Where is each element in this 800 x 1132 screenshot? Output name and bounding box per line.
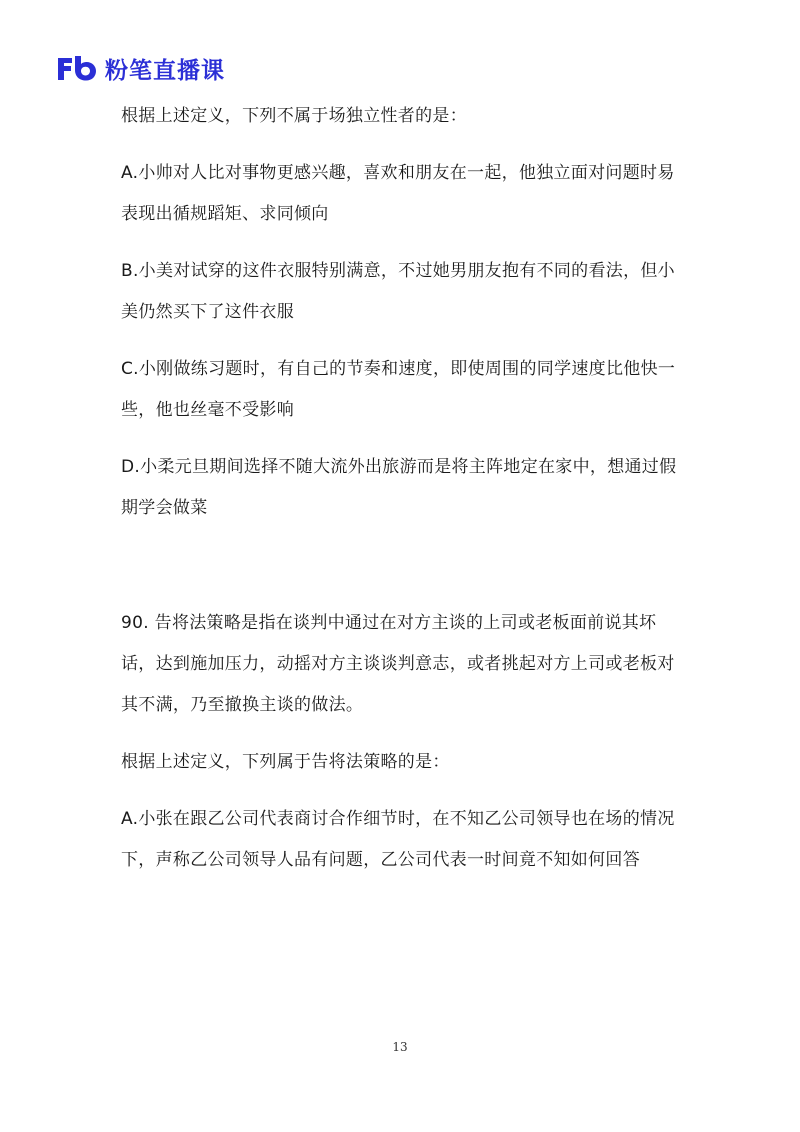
page-header bbox=[55, 50, 225, 86]
page-number: 13 bbox=[392, 1040, 408, 1054]
q90-option-a: A.小张在跟乙公司代表商讨合作细节时，在不知乙公司领导也在场的情况下，声称乙公司领导人品有问题，乙公司代表一时间竟不知如何回答 bbox=[121, 809, 675, 870]
q89-option-c: C.小刚做练习题时，有自己的节奏和速度，即使周围的同学速度比他快一些，他也丝毫不受影响 bbox=[121, 359, 676, 420]
q89-option-a: A.小帅对人比对事物更感兴趣，喜欢和朋友在一起，他独立面对问题时易表现出循规蹈矩、求同倾向 bbox=[121, 163, 675, 224]
document-body bbox=[121, 96, 681, 881]
q90-stem: 90. 告将法策略是指在谈判中通过在对方主谈的上司或老板面前说其坏话，达到施加压力，动摇对方主谈谈判意志，或者挑起对方上司或老板对其不满，乃至撤换主谈的做法。 bbox=[121, 613, 675, 715]
q89-option-d: D.小柔元旦期间选择不随大流外出旅游而是将主阵地定在家中，想通过假期学会做菜 bbox=[121, 457, 677, 518]
fb-logo-icon bbox=[55, 53, 99, 83]
brand-name: 粉笔直播课 bbox=[105, 57, 225, 84]
q89-question: 根据上述定义，下列不属于场独立性者的是： bbox=[121, 106, 467, 126]
q90-question: 根据上述定义，下列属于告将法策略的是： bbox=[121, 752, 450, 772]
q89-option-b: B.小美对试穿的这件衣服特别满意，不过她男朋友抱有不同的看法，但小美仍然买下了这件衣服 bbox=[121, 261, 675, 322]
